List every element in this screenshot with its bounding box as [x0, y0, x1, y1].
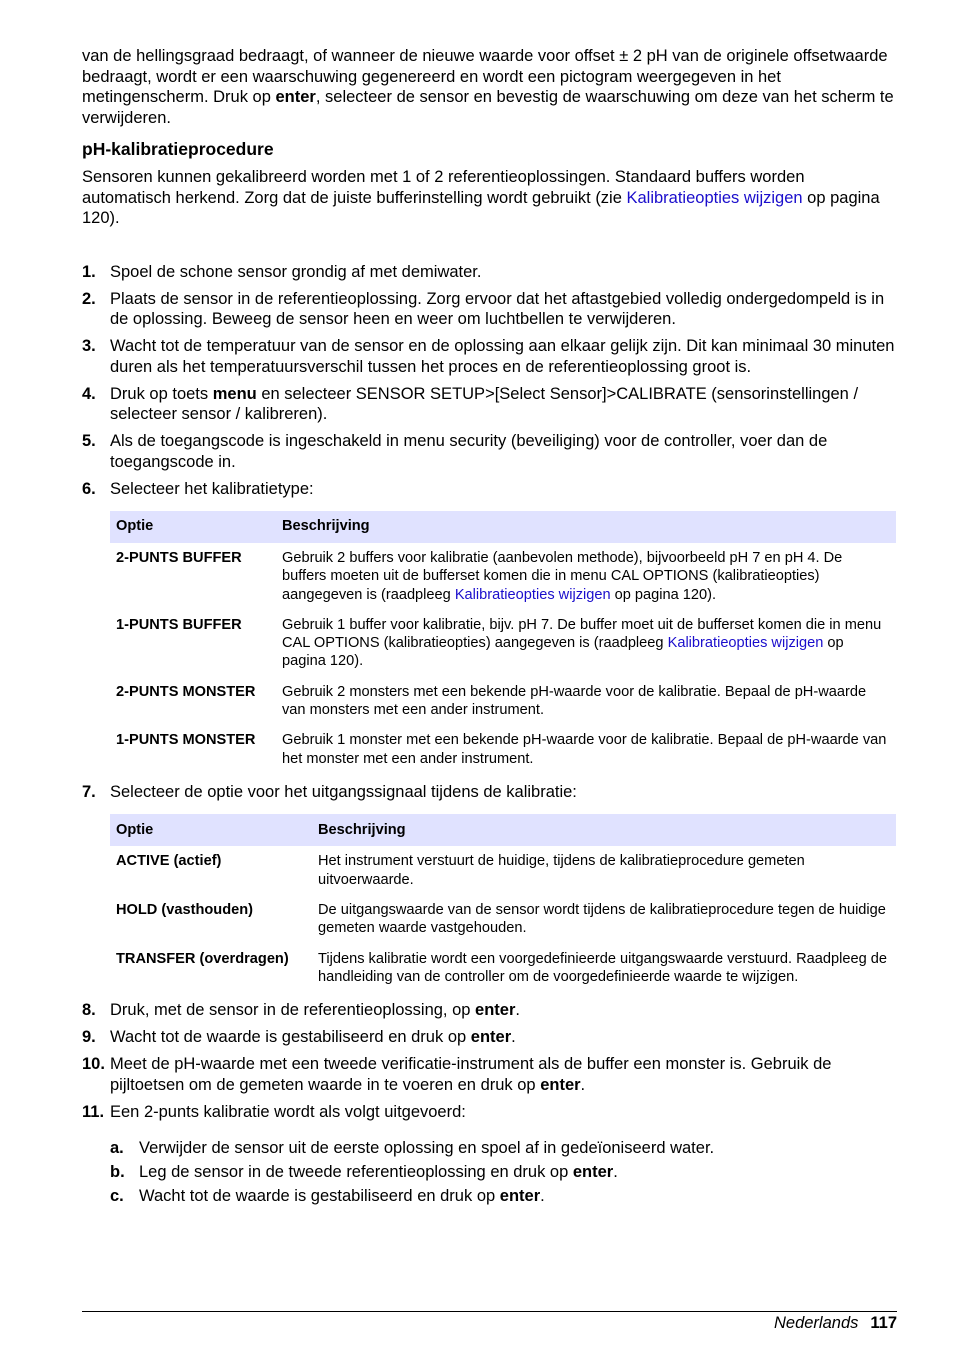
table-row [110, 944, 896, 993]
description-cell [276, 543, 896, 610]
description-cell [276, 610, 896, 677]
substep-text-end: . [613, 1163, 618, 1182]
substep-text-end: . [540, 1187, 545, 1206]
step-number: 7. [82, 782, 96, 801]
link-kalibratieopties[interactable]: Kalibratieopties wijzigen [626, 188, 803, 207]
step-number: 2. [82, 289, 96, 308]
description-cell: Gebruik 1 monster met een bekende pH-waarde voor de kalibratie. Bepaal de pH-waarde van het monster met een ander instrument. [282, 732, 887, 767]
option-cell: HOLD (vasthouden) [116, 902, 254, 919]
description-text-end: op pagina 120). [610, 586, 717, 603]
step-bold-enter: enter [470, 1028, 512, 1047]
step-text: Wacht tot de temperatuur van de sensor en de oplossing aan elkaar gelijk zijn. Dit kan minimaal 30 minuten duren als het temperatuursverschil tussen het proces en de referentieoplossing groot is. [110, 337, 895, 376]
substep-letter: a. [110, 1139, 124, 1158]
step-number: 10. [82, 1055, 105, 1074]
intro-text: van de hellingsgraad bedraagt, of wanneer de nieuwe waarde voor offset ± 2 pH van de originele offsetwaarde bedraagt, wordt er een waarschuwing gegenereerd en wordt een pictogram weergegeven in het metingenscherm. Druk op [82, 47, 888, 106]
step-text: Wacht tot de waarde is gestabiliseerd en druk op [110, 1028, 471, 1047]
footer-divider [82, 1311, 897, 1312]
substep-a [110, 1138, 897, 1159]
step-text: Druk op toets [110, 384, 213, 403]
calibration-type-table [110, 511, 896, 774]
table-row [110, 895, 896, 944]
substep-bold-enter: enter [499, 1187, 541, 1206]
step-number: 11. [82, 1102, 105, 1121]
column-header-optie: Optie [110, 511, 276, 543]
option-cell: 2-PUNTS MONSTER [116, 683, 256, 700]
column-header-beschrijving: Beschrijving [312, 814, 896, 846]
description-cell: Het instrument verstuurt de huidige, tijdens de kalibratieprocedure gemeten uitvoerwaarde. [318, 853, 805, 888]
section-title: pH-kalibratieprocedure [82, 139, 274, 159]
step-text-end: . [515, 1001, 520, 1020]
step-number: 8. [82, 1001, 96, 1020]
table-header-row [110, 814, 896, 846]
procedure-steps [82, 262, 897, 1207]
step-9 [82, 1027, 897, 1048]
page-footer [774, 1313, 897, 1333]
substep-text: Verwijder de sensor uit de eerste oplossing en spoel af in gedeïoniseerd water. [139, 1139, 715, 1158]
table-row [110, 677, 896, 726]
section-text-end: op pagina 120). [82, 188, 880, 227]
table-header-row [110, 511, 896, 543]
step-text: Plaats de sensor in de referentieoplossing. Zorg ervoor dat het aftastgebied volledig ondergedompeld is in de oplossing. Beweeg de sensor heen en weer om luchtbellen te verwijderen. [110, 289, 885, 328]
option-cell: 1-PUNTS BUFFER [116, 616, 242, 633]
substep-text: Leg de sensor in de tweede referentieoplossing en druk op [139, 1163, 573, 1182]
step-1 [82, 262, 897, 283]
step-text-end: en selecteer SENSOR SETUP>[Select Sensor]>CALIBRATE (sensorinstellingen / selecteer sensor / kalibreren). [110, 384, 859, 423]
footer-language: Nederlands [773, 1314, 859, 1332]
substep-letter: b. [110, 1163, 125, 1182]
option-cell: ACTIVE (actief) [116, 853, 222, 870]
step-text: Spoel de schone sensor grondig af met demiwater. [110, 262, 482, 281]
step-10 [82, 1054, 897, 1095]
description-cell: Tijdens kalibratie wordt een voorgedefinieerde uitgangswaarde verstuurd. Raadpleeg de handleiding van de controller om de voorgedefinieerde waarde te wijzigen. [318, 950, 887, 985]
column-header-beschrijving: Beschrijving [276, 511, 896, 543]
step-bold-menu: menu [212, 384, 257, 403]
step-text: Druk, met de sensor in de referentieoplossing, op [110, 1001, 476, 1020]
table-row [110, 543, 896, 610]
table-row [110, 846, 896, 895]
substep-bold-enter: enter [572, 1163, 614, 1182]
substep-letter: c. [110, 1187, 124, 1206]
step-text: Als de toegangscode is ingeschakeld in menu security (beveiliging) voor de controller, voer dan de toegangscode in. [110, 432, 828, 471]
link-kalibratieopties[interactable]: Kalibratieopties wijzigen [667, 635, 824, 652]
page-content [82, 46, 897, 1213]
description-cell: De uitgangswaarde van de sensor wordt tijdens de kalibratieprocedure tegen de huidige gemeten waarde vastgehouden. [318, 902, 886, 937]
step-number: 1. [82, 262, 96, 281]
step-text-end: . [580, 1075, 586, 1094]
step-text-end: . [511, 1028, 516, 1047]
step-7 [82, 782, 897, 992]
step-8 [82, 1000, 897, 1021]
table-row [110, 610, 896, 677]
option-cell: 1-PUNTS MONSTER [116, 732, 256, 749]
description-text: Gebruik 2 buffers voor kalibratie (aanbevolen methode), bijvoorbeeld pH 7 en pH 4. De buffers moeten uit de bufferset komen die in menu CAL OPTIONS (kalibratieopties) aangegeven is (raadpleeg [282, 550, 843, 603]
description-cell: Gebruik 2 monsters met een bekende pH-waarde voor de kalibratie. Bepaal de pH-waarde van monsters met een ander instrument. [282, 683, 867, 719]
substep-text: Wacht tot de waarde is gestabiliseerd en druk op [139, 1187, 500, 1206]
page-number: 117 [870, 1314, 897, 1332]
column-header-optie: Optie [110, 814, 312, 846]
step-2 [82, 289, 897, 330]
option-cell: TRANSFER (overdragen) [116, 950, 289, 967]
substep-b [110, 1162, 897, 1183]
step-5 [82, 431, 897, 472]
description-text: Gebruik 1 buffer voor kalibratie, bijv. pH 7. De buffer moet uit de bufferset komen die in menu CAL OPTIONS (kalibratieopties) aangegeven is (raadpleeg [282, 616, 882, 652]
description-text-end: op pagina 120). [282, 635, 844, 670]
option-cell: 2-PUNTS BUFFER [116, 550, 242, 566]
intro-paragraph [82, 46, 897, 128]
step-bold-enter: enter [540, 1075, 581, 1094]
output-signal-table [110, 814, 896, 992]
section-text: Sensoren kunnen gekalibreerd worden met 1 of 2 referentieoplossingen. Standaard buffers worden automatisch herkend. Zorg dat de juiste bufferinstelling wordt gebruikt (zie [82, 168, 805, 207]
intro-text-end: , selecteer de sensor en bevestig de waarschuwing om deze van het scherm te verwijderen. [82, 88, 894, 127]
link-kalibratieopties[interactable]: Kalibratieopties wijzigen [454, 586, 611, 603]
substep-c [110, 1186, 897, 1207]
intro-bold-enter: enter [275, 88, 316, 106]
table-row [110, 725, 896, 774]
step-4 [82, 384, 897, 425]
step-11 [82, 1102, 897, 1207]
section-paragraph [82, 167, 897, 229]
step-number: 4. [82, 384, 96, 403]
step-3 [82, 336, 897, 377]
step-text: Selecteer de optie voor het uitgangssignaal tijdens de kalibratie: [110, 782, 577, 801]
step-6 [82, 479, 897, 774]
step-bold-enter: enter [475, 1001, 516, 1020]
step-text: Selecteer het kalibratietype: [110, 479, 314, 498]
step-number: 9. [82, 1028, 96, 1047]
step-text: Een 2-punts kalibratie wordt als volgt uitgevoerd: [110, 1102, 466, 1121]
step-number: 5. [82, 432, 96, 450]
step-number: 3. [82, 337, 96, 355]
step-text: Meet de pH-waarde met een tweede verificatie-instrument als de buffer een monster is. Gebruik de pijltoetsen om de gemeten waarde in te voeren en druk op [110, 1055, 832, 1094]
substeps [110, 1138, 897, 1207]
step-number: 6. [82, 479, 96, 498]
